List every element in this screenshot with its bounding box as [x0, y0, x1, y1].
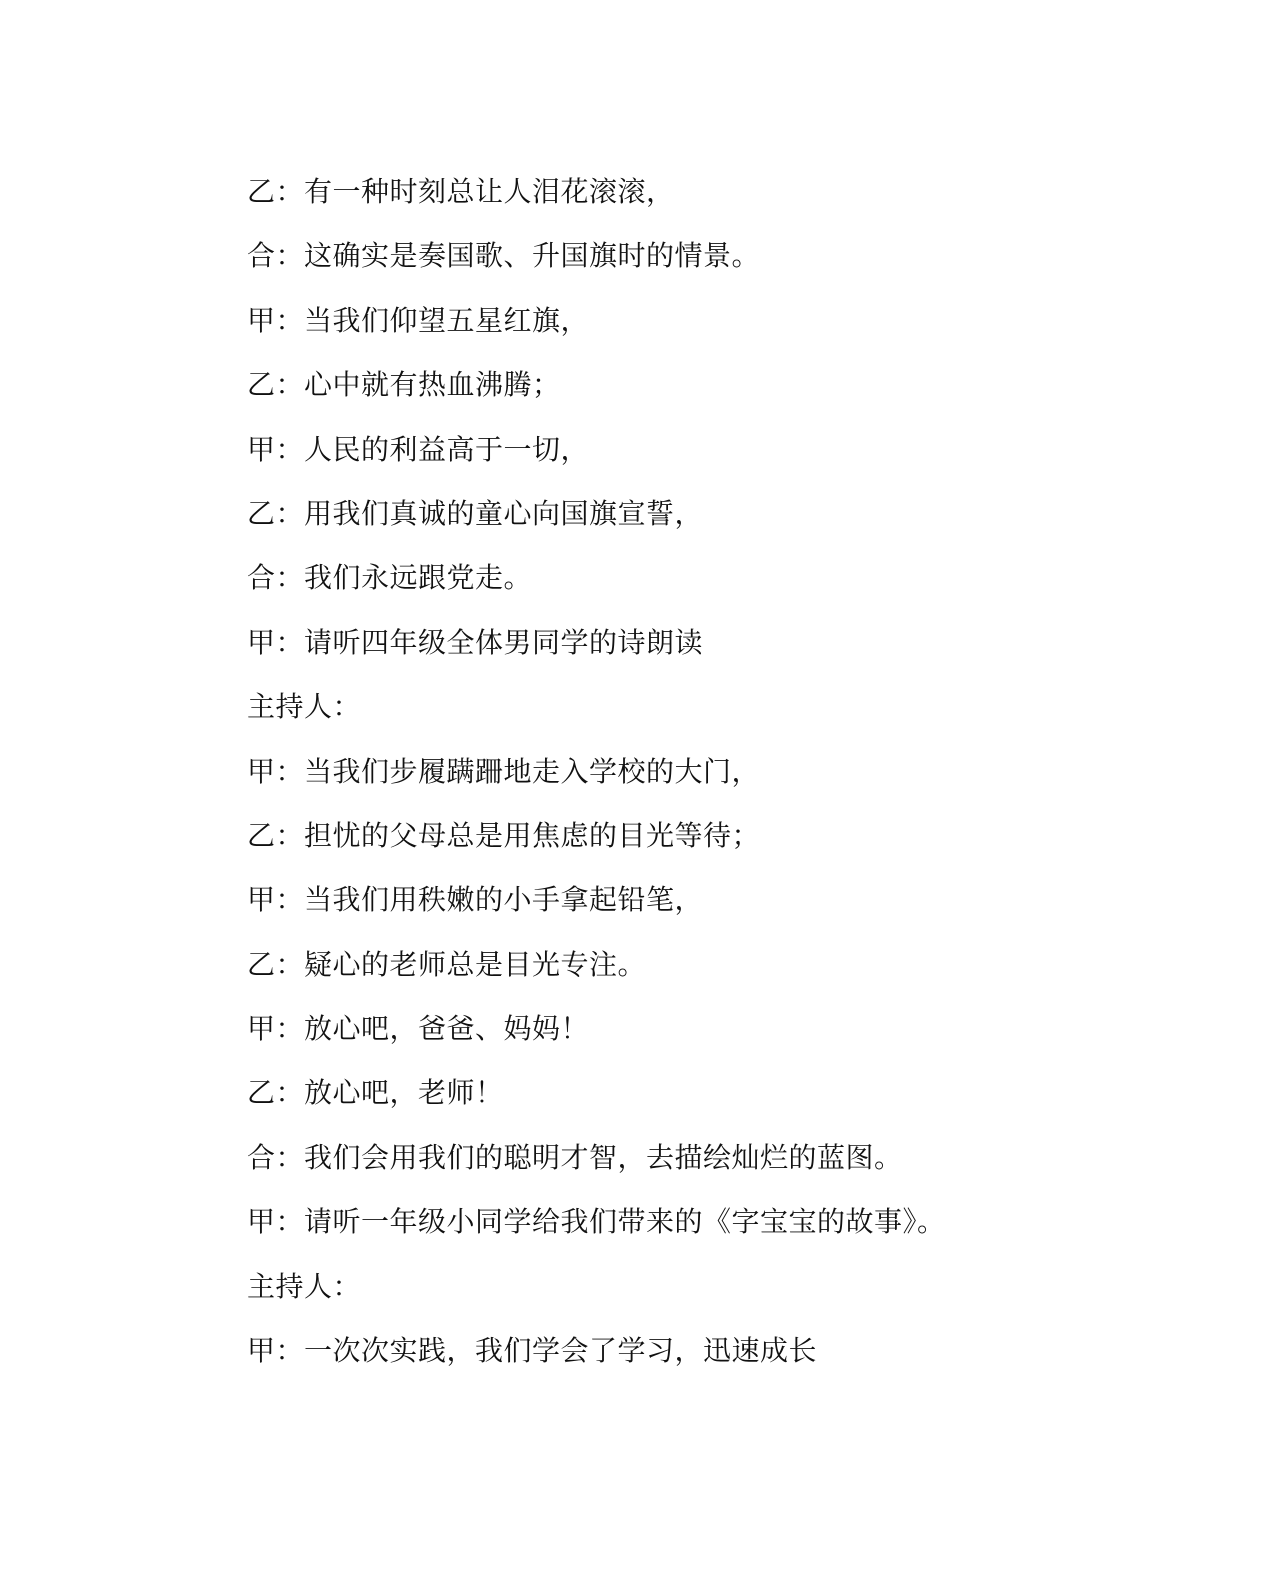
script-line: 甲：当我们用秩嫩的小手拿起铅笔， — [247, 883, 704, 917]
script-line: 合：我们永远跟党走。 — [247, 561, 533, 595]
script-line: 合：我们会用我们的聪明才智，去描绘灿烂的蓝图。 — [247, 1140, 903, 1174]
script-line: 甲：人民的利益高于一切， — [247, 432, 590, 466]
script-line: 主持人： — [247, 1269, 362, 1303]
script-line: 甲：当我们仰望五星红旗， — [247, 303, 590, 337]
script-line: 甲：当我们步履蹒跚地走入学校的大门， — [247, 754, 761, 788]
script-line: 乙：用我们真诚的童心向国旗宣誓， — [247, 496, 704, 530]
script-line: 甲：放心吧，爸爸、妈妈！ — [247, 1012, 590, 1046]
script-line: 主持人： — [247, 690, 362, 724]
script-line: 甲：一次次实践，我们学会了学习，迅速成长 — [247, 1334, 818, 1368]
script-body — [247, 166, 1147, 1389]
script-line: 合：这确实是奏国歌、升国旗时的情景。 — [247, 239, 761, 273]
script-line: 甲：请听一年级小同学给我们带来的《字宝宝的故事》。 — [247, 1205, 946, 1239]
script-line: 甲：请听四年级全体男同学的诗朗读 — [247, 625, 704, 659]
script-line: 乙：有一种时刻总让人泪花滚滚， — [247, 175, 675, 208]
script-line: 乙：疑心的老师总是目光专注。 — [247, 947, 647, 981]
script-line: 乙：心中就有热血沸腾； — [247, 368, 561, 402]
script-line: 乙：担忧的父母总是用焦虑的目光等待； — [247, 818, 761, 852]
script-line: 乙：放心吧，老师！ — [247, 1076, 504, 1110]
